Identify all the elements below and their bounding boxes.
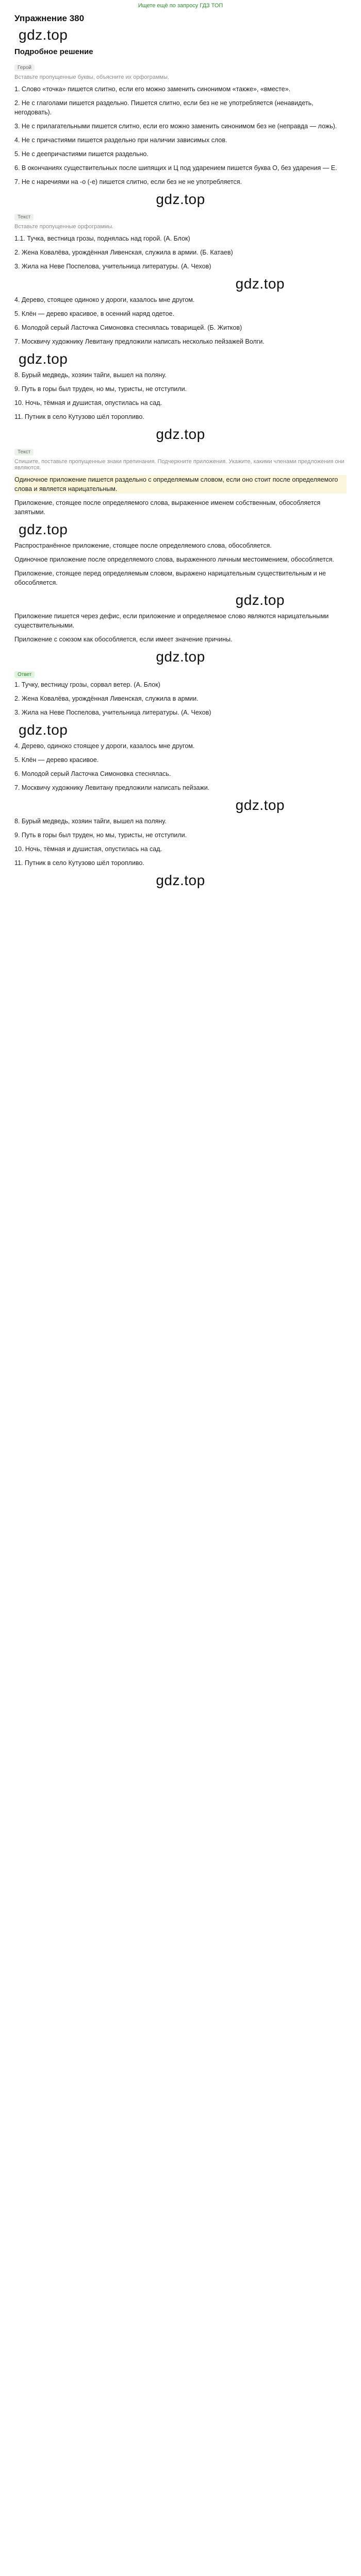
s1-p4: 5. Не с деепричастиями пишется раздельно. [14, 150, 149, 158]
s2-p7: 8. Бурый медведь, хозяин тайги, вышел на поляну. [14, 371, 167, 379]
s4-p6: 7. Москвичу художнику Левитану предложили написать пейзажи. [14, 784, 210, 791]
top-promo-link[interactable]: Ищете ещё по запросу ГДЗ ТОП [138, 3, 223, 9]
tag-text: Текст [14, 449, 34, 455]
section1-block [14, 84, 347, 187]
s2-p6: 7. Москвичу художнику Левитану предложили написать несколько пейзажей Волги. [14, 338, 265, 345]
watermark: gdz.top [19, 521, 68, 537]
s2-p9: 10. Ночь, тёмная и душистая, опустилась на сад. [14, 399, 162, 406]
s1-p2: 3. Не с прилагательными пишется слитно, если его можно заменить синонимом без не (неправда — ложь). [14, 123, 337, 130]
watermark: gdz.top [19, 27, 68, 43]
solution-subtitle: Подробное решение [14, 47, 93, 56]
s4-p9: 10. Ночь, тёмная и душистая, опустилась на сад. [14, 845, 162, 853]
s3-p4: Приложение, стоящее перед определяемым словом, выражено нарицательным существительным и не обособляется. [14, 570, 326, 586]
s1-p1: 2. Не с глаголами пишется раздельно. Пишется слитно, если без не не употребляется (ненавидеть, негодовать). [14, 99, 314, 116]
s4-p1: 2. Жена Ковалёва, урождённая Ливенская, служила в армии. [14, 695, 199, 702]
tag-text: Текст [14, 214, 34, 221]
watermark: gdz.top [235, 592, 285, 608]
s3-p5: Приложение пишется через дефис, если приложение и определяемое слово являются нарицательными существительными. [14, 613, 329, 629]
tag-answer: Ответ [14, 671, 35, 678]
s2-p0: 1.1. Тучка, вестница грозы, поднялась над горой. (А. Блок) [14, 235, 190, 242]
s2-p3: 4. Дерево, стоящее одиноко у дороги, казалось мне другом. [14, 296, 195, 303]
s1-p3: 4. Не с причастиями пишется раздельно при наличии зависимых слов. [14, 137, 227, 144]
s1-p6: 7. Не с наречиями на -о (-е) пишется слитно, если без не не употребляется. [14, 178, 242, 185]
s4-p5: 6. Молодой серый Ласточка Симоновка стеснялась. [14, 770, 171, 777]
section1-title: Вставьте пропущенные буквы, объясните их орфограммы. [14, 74, 169, 80]
page-content [0, 13, 361, 889]
s3-p1: Приложение, стоящее после определяемого слова, выраженное именем собственным, обособляется запятыми. [14, 499, 321, 516]
s3-p6: Приложение с союзом как обособляется, если имеет значение причины. [14, 636, 233, 643]
s2-p2: 3. Жила на Неве Поспелова, учительница литературы. (А. Чехов) [14, 263, 211, 270]
s1-p5: 6. В окончаниях существительных после шипящих и Ц под ударением пишется буква О, без ударения — Е. [14, 164, 337, 172]
watermark: gdz.top [156, 649, 205, 665]
s4-p10: 11. Путник в село Кутузово шёл торопливо. [14, 859, 144, 867]
s2-p4: 5. Клён — дерево красивое, в осенний наряд одетое. [14, 310, 174, 317]
tag-hero: Герой [14, 64, 35, 71]
s2-p10: 11. Путник в село Кутузово шёл торопливо. [14, 413, 144, 420]
s2-p1: 2. Жена Ковалёва, урождённая Ливенская, служила в армии. (Б. Катаев) [14, 249, 233, 256]
watermark: gdz.top [235, 276, 285, 292]
s1-p0: 1. Слово «точка» пишется слитно, если его можно заменить синонимом «также», «вместе». [14, 86, 291, 93]
exercise-title: Упражнение 380 [14, 13, 85, 23]
watermark: gdz.top [156, 872, 205, 888]
section3-title: Спишите, поставьте пропущенные знаки препинания. Подчеркните приложения. Укажите, какими членами предложения они являются. [14, 459, 344, 471]
s2-p5: 6. Молодой серый Ласточка Симоновка стеснялась товарищей. (Б. Житков) [14, 324, 242, 331]
watermark: gdz.top [156, 191, 205, 207]
answer-block [14, 680, 347, 889]
section3-block [14, 475, 347, 644]
s3-p2: Распространённое приложение, стоящее после определяемого слова, обособляется. [14, 542, 272, 549]
section2-title: Вставьте пропущенные орфограммы. [14, 224, 114, 230]
s3-p0: Одиночное приложение пишется раздельно с определяемым словом, если оно стоит после определяемого слова и является нарицательным. [14, 475, 347, 494]
s4-p4: 5. Клён — дерево красивое. [14, 756, 99, 764]
s4-p0: 1. Тучку, вестницу грозы, сорвал ветер. (А. Блок) [14, 681, 160, 688]
watermark: gdz.top [19, 351, 68, 367]
watermark: gdz.top [156, 426, 205, 442]
s4-p8: 9. Путь в горы был труден, но мы, туристы, не отступили. [14, 832, 187, 839]
s4-p7: 8. Бурый медведь, хозяин тайги, вышел на поляну. [14, 818, 167, 825]
watermark: gdz.top [235, 797, 285, 813]
section2-block [14, 234, 347, 421]
s4-p2: 3. Жила на Неве Поспелова, учительница литературы. (А. Чехов) [14, 709, 211, 716]
s2-p8: 9. Путь в горы был труден, но мы, туристы, не отступили. [14, 385, 187, 393]
s4-p3: 4. Дерево, одиноко стоящее у дороги, казалось мне другом. [14, 742, 195, 750]
watermark: gdz.top [19, 722, 68, 738]
s3-p3: Одиночное приложение после определяемого слова, выраженного личным местоимением, обособляется. [14, 556, 334, 563]
